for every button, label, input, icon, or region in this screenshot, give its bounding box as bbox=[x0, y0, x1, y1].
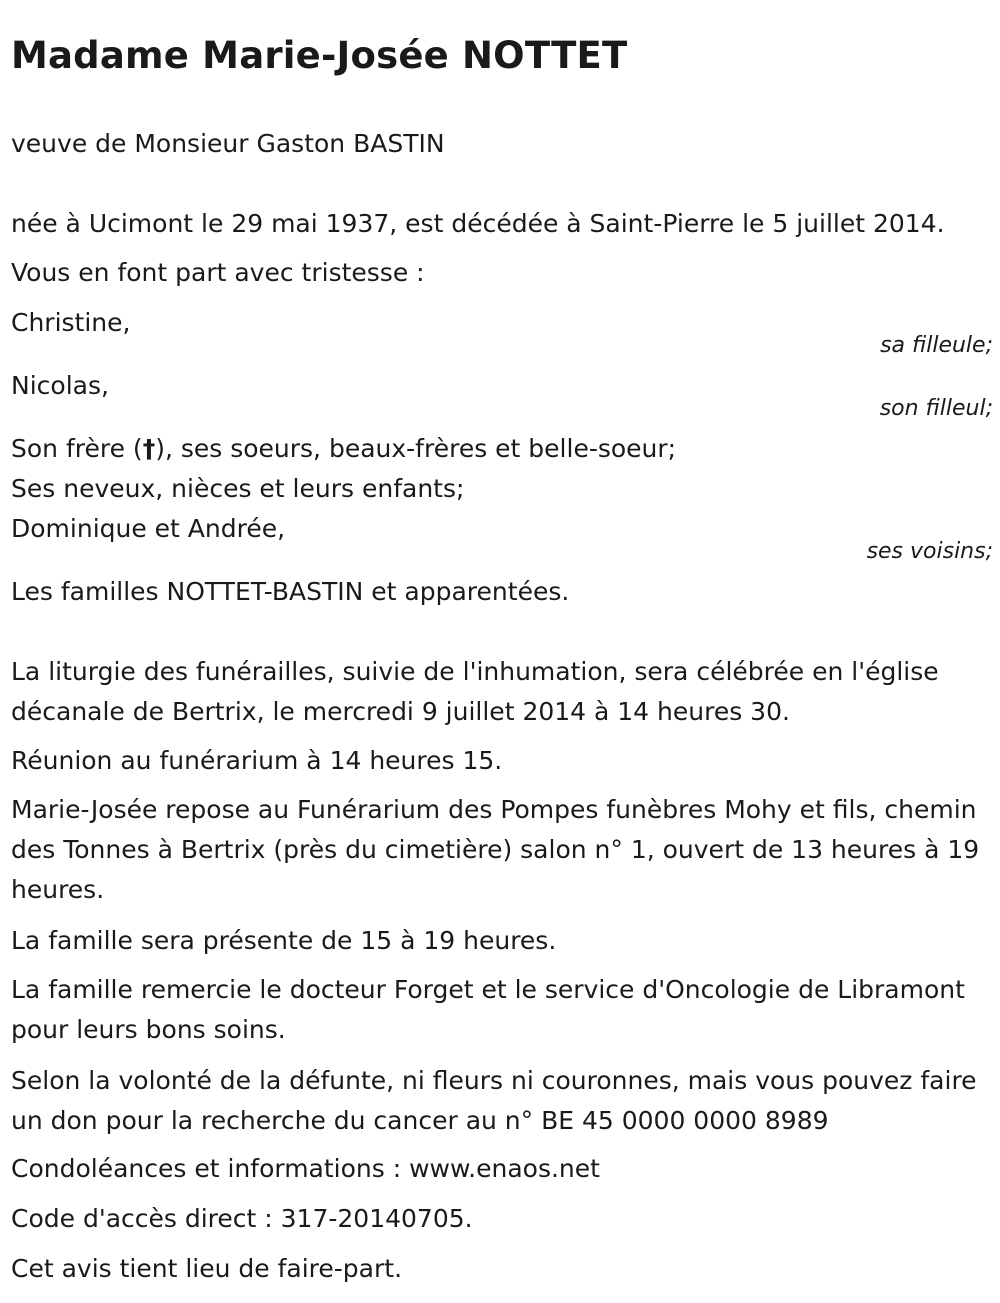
birth-death-line: née à Ucimont le 29 mai 1937, est décédée à Saint-Pierre le 5 juillet 2014. bbox=[11, 209, 945, 238]
widow-of-line: veuve de Monsieur Gaston BASTIN bbox=[11, 129, 445, 158]
meeting-line: Réunion au funérarium à 14 heures 15. bbox=[11, 746, 503, 775]
obituary-notice bbox=[11, 0, 991, 1303]
nephews-line: Ses neveux, nièces et leurs enfants; bbox=[11, 474, 465, 503]
access-code-line: Code d'accès direct : 317-20140705. bbox=[11, 1204, 473, 1233]
families-line: Les familles NOTTET-BASTIN et apparentées. bbox=[11, 577, 570, 606]
brother-suffix: ), ses soeurs, beaux-frères et belle-soeur; bbox=[155, 434, 677, 463]
neighbors-name: Dominique et Andrée, bbox=[11, 514, 286, 543]
announcement-line: Vous en font part avec tristesse : bbox=[11, 258, 425, 287]
thanks-paragraph: La famille remercie le docteur Forget et le service d'Oncologie de Libramont pour leurs bons soins. bbox=[11, 975, 965, 1044]
condolences-line: Condoléances et informations : www.enaos.net bbox=[11, 1154, 600, 1183]
donation-paragraph: Selon la volonté de la défunte, ni fleurs ni couronnes, mais vous pouvez faire un don pour la recherche du cancer au n° BE 45 0000 0000 8989 bbox=[11, 1066, 977, 1135]
siblings-line bbox=[11, 429, 676, 469]
family-name-christine: Christine, bbox=[11, 308, 131, 337]
family-name-nicolas: Nicolas, bbox=[11, 371, 109, 400]
family-role-filleule: sa filleule; bbox=[880, 333, 993, 358]
deceased-name-title: Madame Marie-Josée NOTTET bbox=[11, 34, 628, 77]
rests-paragraph: Marie-Josée repose au Funérarium des Pompes funèbres Mohy et fils, chemin des Tonnes à Bertrix (près du cimetière) salon n° 1, ouvert de 13 heures à 19 heures. bbox=[11, 795, 980, 904]
liturgy-paragraph: La liturgie des funérailles, suivie de l'inhumation, sera célébrée en l'église décanale de Bertrix, le mercredi 9 juillet 2014 à 14 heures 30. bbox=[11, 657, 939, 726]
notice-footer-line: Cet avis tient lieu de faire-part. bbox=[11, 1254, 403, 1283]
family-role-filleul: son filleul; bbox=[879, 396, 993, 421]
family-present-line: La famille sera présente de 15 à 19 heures. bbox=[11, 926, 557, 955]
cross-icon: † bbox=[142, 434, 156, 463]
neighbors-role: ses voisins; bbox=[866, 539, 993, 564]
brother-prefix: Son frère ( bbox=[11, 434, 143, 463]
